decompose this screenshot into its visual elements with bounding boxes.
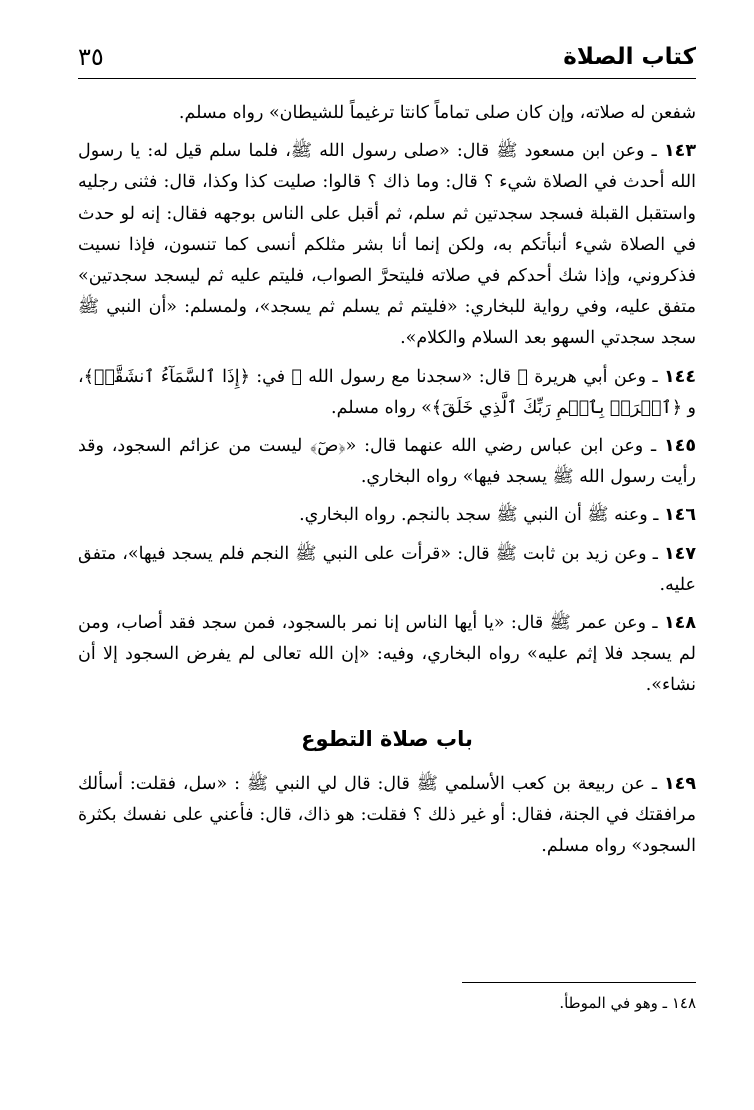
paragraph-text: ـ وعن زيد بن ثابت ﷺ قال: «قرأت على النبي ﷺ النجم فلم يسجد فيها»، متفق عليه. (78, 543, 696, 595)
paragraph-text: ـ وعن ابن مسعود ﷺ قال: «صلى رسول الله ﷺ، فلما سلم قيل له: يا رسول الله أحدث في الصلاة شيء ؟ قال: وما ذاك ؟ قالوا: صليت كذا وكذا، قال: فثنى رجليه واستقبل القبلة فسجد سجدتين ثم سلم، ثم أقبل على الناس بوجهه فقال: إنه لو حدث في الصلاة شيء أنبأتكم به، ولكن إنما أنا بشر مثلكم أنسى كما تنسون، فإذا نسيت فذكروني، وإذا شك أحدكم في صلاته فليتحرَّ الصواب، فليتم عليه ثم ليسجد سجدتين» متفق عليه، وفي رواية للبخاري: «فليتم ثم يسلم ثم يسجد»، ولمسلم: «أن النبي ﷺ سجد سجدتي السهو بعد السلام والكلام». (78, 141, 696, 349)
footnote-divider (462, 982, 696, 983)
hadith-number: ١٤٥ (663, 436, 696, 457)
hadith-paragraph (78, 500, 696, 531)
main-text (78, 98, 696, 862)
footnote: ١٤٨ ـ وهو في الموطأ. (559, 994, 696, 1012)
hadith-number: ١٤٤ (663, 366, 696, 387)
running-title: كتاب الصلاة (563, 44, 696, 70)
paragraph-text: ـ وعن عمر ﷺ قال: «يا أيها الناس إنا نمر بالسجود، فمن سجد فقد أصاب، ومن لم يسجد فلا إثم عليه» رواه البخاري، وفيه: «إن الله تعالى لم يفرض السجود إلا أن نشاء». (78, 613, 696, 696)
chapter-heading: باب صلاة التطوع (301, 726, 473, 751)
paragraph-text: شفعن له صلاته، وإن كان صلى تماماً كانتا ترغيماً للشيطان» رواه مسلم. (178, 103, 696, 123)
hadith-number: ١٤٩ (663, 773, 696, 794)
hadith-number: ١٤٨ (663, 613, 696, 634)
paragraph-text: ـ عن ربيعة بن كعب الأسلمي ﷺ قال: قال لي النبي ﷺ : «سل، فقلت: أسألك مرافقتك في الجنة، فقال: أو غير ذلك ؟ فقلت: هو ذاك، قال: فأعني على نفسك بكثرة السجود» رواه مسلم. (78, 773, 696, 857)
hadith-paragraph (78, 769, 696, 863)
hadith-paragraph (78, 608, 696, 702)
hadith-paragraph (78, 539, 696, 601)
hadith-number: ١٤٣ (663, 141, 696, 162)
hadith-paragraph (78, 362, 696, 424)
hadith-paragraph (78, 136, 696, 354)
hadith-paragraph (78, 98, 696, 129)
page-number: ٣٥ (78, 43, 104, 71)
page-header (78, 36, 696, 79)
hadith-number: ١٤٧ (663, 543, 696, 564)
hadith-number: ١٤٦ (663, 505, 696, 526)
paragraph-text: ـ وعن أبي هريرة ﷺ قال: «سجدنا مع رسول الله ﷺ في: ﴿إِذَا ٱلسَّمَآءُ ٱنشَقَّتۡ﴾، و ﴿ٱقۡرَأۡ بِٱسۡمِ رَبِّكَ ٱلَّذِي خَلَقَ﴾» رواه مسلم. (78, 366, 696, 418)
paragraph-text: ـ وعنه ﷺ أن النبي ﷺ سجد بالنجم. رواه البخاري. (299, 505, 664, 526)
hadith-paragraph (78, 431, 696, 493)
paragraph-text: ـ وعن ابن عباس رضي الله عنهما قال: «﴿صٓ﴾ ليست من عزائم السجود، وقد رأيت رسول الله ﷺ يسجد فيها» رواه البخاري. (78, 436, 696, 488)
